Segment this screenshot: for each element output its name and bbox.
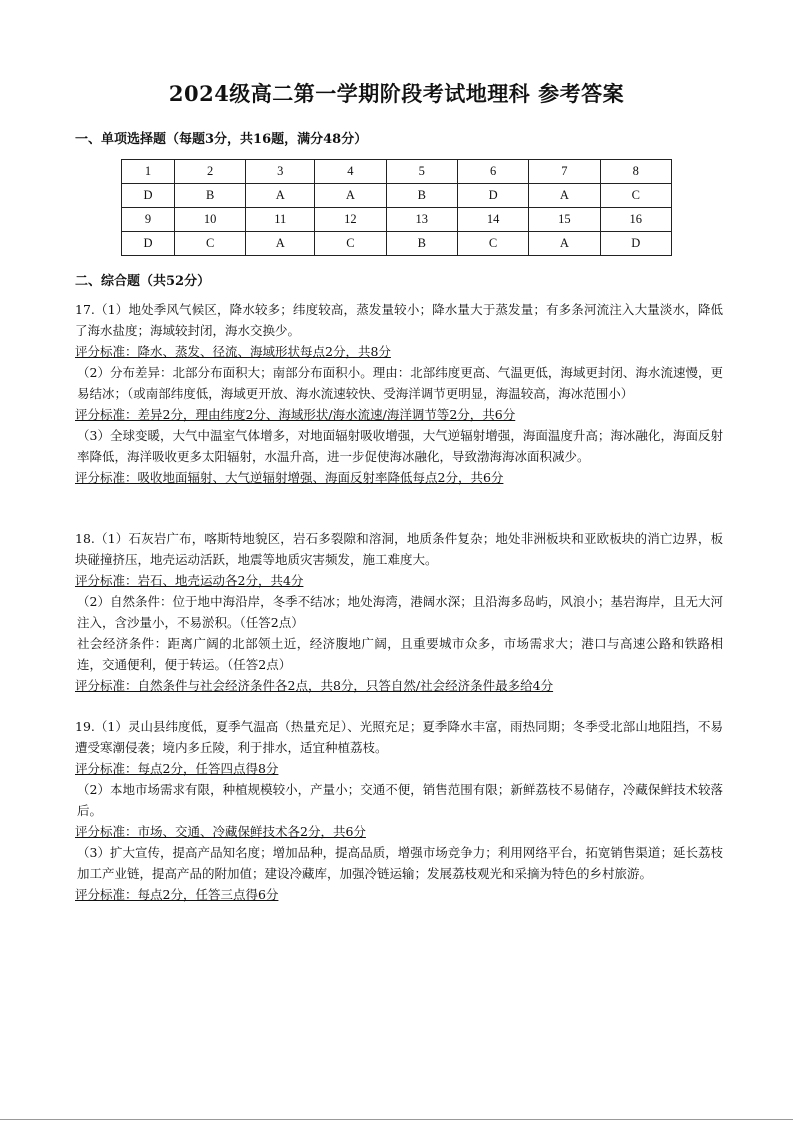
- question-number-row: [122, 160, 672, 184]
- q19-part3-answer: （3）扩大宣传，提高产品知名度；增加品种，提高品质，增强市场竞争力；利用网络平台，拓宽销售渠道；延长荔枝加工产业链，提高产品的附加值；建设冷藏库，加强冷链运输；发展荔枝观光和采摘为特色的乡村旅游。: [77, 845, 723, 881]
- answer-cell: D: [600, 232, 671, 256]
- answer-cell: C: [457, 232, 528, 256]
- question-number-cell: 2: [175, 160, 246, 184]
- q17-part2-scoring: 评分标准：差异2分，理由纬度2分、海域形状/海水流速/海洋调节等2分，共6分: [75, 407, 516, 422]
- question-number-cell: 11: [246, 208, 315, 232]
- q17-part1-answer: 17.（1）地处季风气候区，降水较多；纬度较高，蒸发量较小；降水量大于蒸发量；有多条河流注入大量淡水，降低了海水盐度；海域较封闭，海水交换少。: [75, 302, 723, 338]
- answer-cell: B: [386, 184, 457, 208]
- answer-row: [122, 232, 672, 256]
- page-bottom-divider: [0, 1119, 793, 1120]
- answer-row: [122, 184, 672, 208]
- section-1-heading: 一、单项选择题（每题3分，共16题，满分48分）: [75, 132, 368, 147]
- question-number-cell: 6: [457, 160, 528, 184]
- question-number-cell: 7: [529, 160, 600, 184]
- page-title: 2024级高二第一学期阶段考试地理科 参考答案: [168, 81, 625, 106]
- q18-part2-scoring: 评分标准：自然条件与社会经济条件各2点，共8分，只答自然/社会经济条件最多给4分: [75, 678, 554, 693]
- question-number-cell: 14: [457, 208, 528, 232]
- answer-cell: D: [122, 232, 175, 256]
- answer-cell: A: [246, 184, 315, 208]
- question-number-cell: 10: [175, 208, 246, 232]
- q19-part1-answer: 19.（1）灵山县纬度低，夏季气温高（热量充足）、光照充足；夏季降水丰富，雨热同期；冬季受北部山地阻挡，不易遭受寒潮侵袭；境内多丘陵，利于排水，适宜种植荔枝。: [75, 719, 723, 755]
- q17-part3-scoring: 评分标准：吸收地面辐射、大气逆辐射增强、海面反射率降低每点2分，共6分: [75, 470, 504, 485]
- answer-cell: C: [600, 184, 671, 208]
- q18-part1-scoring: 评分标准：岩石、地壳运动各2分，共4分: [75, 573, 304, 588]
- q17-part1-scoring: 评分标准：降水、蒸发、径流、海域形状每点2分，共8分: [75, 344, 391, 359]
- q19-part1-scoring: 评分标准：每点2分，任答四点得8分: [75, 761, 279, 776]
- q17-part3-answer: （3）全球变暖，大气中温室气体增多，对地面辐射吸收增强，大气逆辐射增强，海面温度升高；海冰融化，海面反射率降低，海洋吸收更多太阳辐射，水温升高，进一步促使海冰融化，导致渤海海冰面积减少。: [77, 428, 723, 464]
- q19-part2-answer: （2）本地市场需求有限，种植规模较小，产量小；交通不便，销售范围有限；新鲜荔枝不易储存，冷藏保鲜技术较落后。: [77, 782, 723, 818]
- question-number-row: [122, 208, 672, 232]
- question-17: [75, 299, 723, 488]
- q18-part2-socioeconomic: 社会经济条件：距离广阔的北部领土近，经济腹地广阔，且重要城市众多，市场需求大；港口与高速公路和铁路相连，交通便利，便于转运。（任答2点）: [77, 636, 723, 672]
- question-number-cell: 15: [529, 208, 600, 232]
- answer-cell: C: [175, 232, 246, 256]
- section-2-heading: 二、综合题（共52分）: [75, 274, 211, 289]
- q19-part2-scoring: 评分标准：市场、交通、冷藏保鲜技术各2分，共6分: [75, 824, 366, 839]
- q19-part3-scoring: 评分标准：每点2分，任答三点得6分: [75, 887, 279, 902]
- answer-table: [121, 159, 672, 256]
- q18-part1-answer: 18.（1）石灰岩广布，喀斯特地貌区，岩石多裂隙和溶洞，地质条件复杂；地处非洲板块和亚欧板块的消亡边界，板块碰撞挤压，地壳运动活跃，地震等地质灾害频发，施工难度大。: [75, 531, 723, 567]
- question-number-cell: 3: [246, 160, 315, 184]
- answer-cell: D: [457, 184, 528, 208]
- q18-part2-natural: （2）自然条件：位于地中海沿岸，冬季不结冰；地处海湾，港阔水深；且沿海多岛屿，风浪小；基岩海岸，且无大河注入，含沙量小，不易淤积。（任答2点）: [77, 594, 723, 630]
- answer-cell: B: [175, 184, 246, 208]
- question-number-cell: 4: [315, 160, 386, 184]
- answer-cell: A: [529, 184, 600, 208]
- question-number-cell: 8: [600, 160, 671, 184]
- answer-cell: A: [529, 232, 600, 256]
- question-number-cell: 16: [600, 208, 671, 232]
- question-number-cell: 1: [122, 160, 175, 184]
- q17-part2-answer: （2）分布差异：北部分布面积大；南部分布面积小。理由：北部纬度更高、气温更低，海域更封闭、海水流速慢，更易结冰；（或南部纬度低，海域更开放、海水流速较快、受海洋调节更明显，海温较高，海冰范围小）: [77, 365, 723, 401]
- question-18: [75, 528, 723, 696]
- answer-cell: A: [246, 232, 315, 256]
- question-19: [75, 716, 723, 905]
- question-number-cell: 5: [386, 160, 457, 184]
- answer-cell: D: [122, 184, 175, 208]
- answer-cell: B: [386, 232, 457, 256]
- question-number-cell: 13: [386, 208, 457, 232]
- answer-cell: C: [315, 232, 386, 256]
- answer-cell: A: [315, 184, 386, 208]
- question-number-cell: 12: [315, 208, 386, 232]
- question-number-cell: 9: [122, 208, 175, 232]
